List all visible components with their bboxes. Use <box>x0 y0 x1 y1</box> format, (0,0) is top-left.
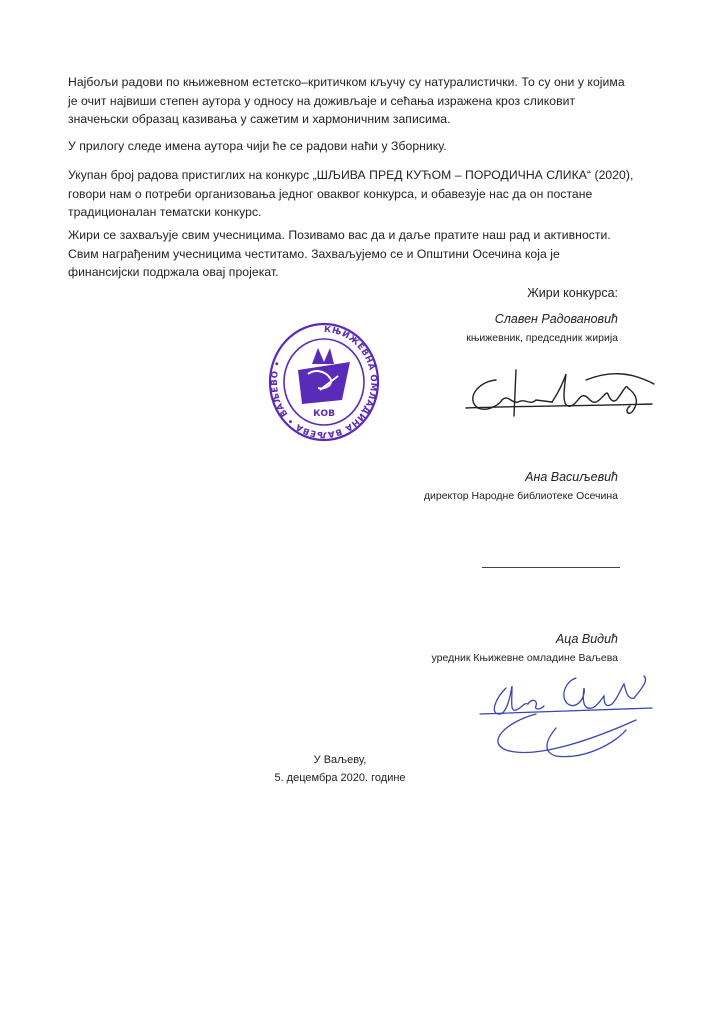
stamp-emblem <box>298 348 350 404</box>
stamp-seal <box>268 318 380 442</box>
handwritten-signature-1 <box>456 360 656 432</box>
jury-title: Жири конкурса: <box>527 286 618 300</box>
signatory-2 <box>424 470 618 502</box>
place-text: У Ваљеву, <box>313 754 367 766</box>
place-date-block <box>270 751 410 787</box>
signatory-3 <box>432 632 618 664</box>
signatory-role: директор Народне библиотеке Осечина <box>423 490 618 502</box>
date-text: 5. децембра 2020. године <box>274 772 406 784</box>
signatory-name: Аца Видић <box>555 632 618 646</box>
signatory-role: књижевник, председник жирија <box>466 332 618 344</box>
signature-line <box>482 567 620 568</box>
signatory-1 <box>466 312 618 344</box>
signatory-name: Ана Васиљевић <box>525 470 618 484</box>
paragraph-thanks: Жири се захваљује свим учесницима. Позивамо вас да и даље пратите наш рад и активности. Свим награђеним учесницима честитамо. Захваљујемо се и Општини Осечина која је финансијски подржала овај пројекат. <box>68 228 611 279</box>
paragraph-contest: Укупан број радова пристиглих на конкурс „ШЉИВА ПРЕД КУЋОМ – ПОРОДИЧНА СЛИКА“ (2020), говори нам о потреби организовања једног оваквог конкурса, и обавезује нас да он постане традиционалан тематски конкурс. <box>68 168 634 219</box>
signatory-role: уредник Књижевне омладине Ваљева <box>431 652 618 664</box>
paragraph-naturalist: Најбољи радови по књижевном естетско–критичком кључу су натуралистички. То су они у којима је очит највиши степен аутора у односу на доживљаје и сећања изражена кроз сликовит значењски образац казивања у сажетим и хармоничним записима. <box>68 75 625 126</box>
signatory-name: Славен Радовановић <box>494 312 618 326</box>
stamp-inner-text: КОВ <box>313 409 335 419</box>
paragraph-attachment: У прилогу следе имена аутора чији ће се радови наћи у Зборнику. <box>68 139 447 153</box>
stamp-ring-text: КЊИЖЕВНА ОМЛАДИНА ВАЉЕВА • ВАЉЕВО • <box>269 324 379 440</box>
handwritten-signature-3 <box>476 668 656 764</box>
